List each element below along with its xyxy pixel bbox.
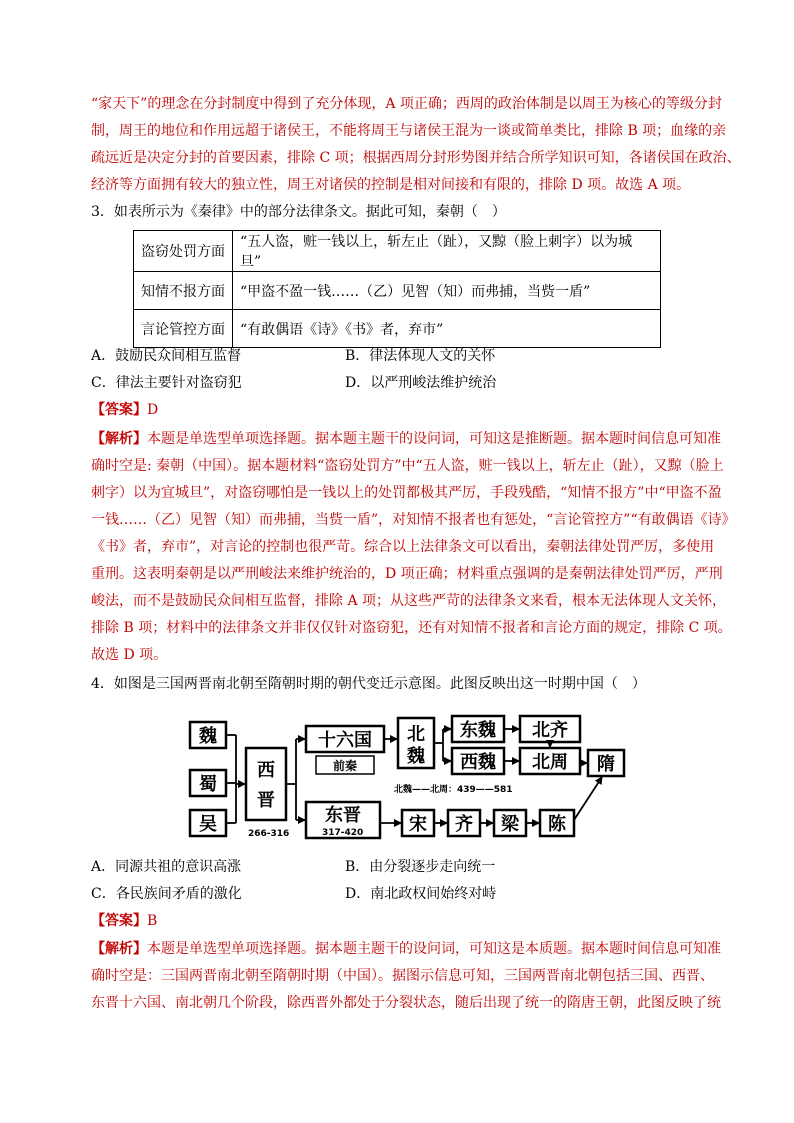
analysis-line: 峻法，而不是鼓励民众间相互监督，排除 A 项；从这些严苛的法律条文来看，根本无法体现人文关怀， — [91, 593, 727, 609]
analysis-line: 【解析】本题是单选型单项选择题。据本题主题干的设问词，可知这是本质题。据本题时间信息可知准 — [91, 941, 721, 957]
label-beichao-note: 北魏——北周：439——581 — [394, 785, 513, 795]
analysis-line: 《书》者，弃市”，对言论的控制也很严苛。综合以上法律条文可以看出，秦朝法律处罚严厉，多使用 — [91, 539, 715, 555]
label-xiwei: 西魏 — [460, 752, 496, 773]
label-qianqin: 前秦 — [333, 759, 358, 773]
label-shiliuguo: 十六国 — [318, 730, 372, 751]
label-chen: 陈 — [548, 814, 566, 835]
table-row — [134, 272, 661, 310]
label-liang: 梁 — [501, 814, 519, 835]
answer-line — [91, 401, 158, 419]
label-qi: 齐 — [455, 814, 473, 835]
label-sui: 隋 — [597, 754, 615, 775]
table-cell-text: “五人盗，赃一钱以上，斩左止（趾），又黥（脸上刺字）以为城旦” — [233, 231, 661, 272]
analysis-line: 确时空是: 秦朝（中国）。据本题材料“盗窃处罚方”中“五人盗，赃一钱以上，斩左止（趾），又黥（脸上 — [91, 458, 724, 474]
answer-line — [91, 912, 157, 930]
answer-value: B — [147, 913, 158, 929]
table-cell-category: 盗窃处罚方面 — [134, 231, 233, 272]
label-xijin-2: 晋 — [257, 790, 275, 811]
analysis-label: 【解析】 — [91, 431, 147, 447]
label-song: 宋 — [409, 814, 427, 835]
table-row — [134, 310, 661, 348]
label-beiqi: 北齐 — [532, 720, 568, 741]
option-a: A．鼓励民众间相互监督 — [91, 348, 242, 364]
label-beiwei-2: 魏 — [407, 746, 425, 767]
option-d: D．以严刑峻法维护统治 — [345, 375, 497, 391]
intro-line: “家天下”的理念在分封制度中得到了充分体现，A 项正确；西周的政治体制是以周王为核心的等级分封 — [91, 96, 722, 112]
table-cell-category: 言论管控方面 — [134, 310, 233, 348]
option-c: C．各民族间矛盾的激化 — [91, 886, 242, 902]
label-shu: 蜀 — [199, 774, 217, 795]
label-dongjin-years: 317-420 — [322, 828, 364, 838]
label-wei: 魏 — [199, 726, 217, 747]
label-xijin-years: 266-316 — [248, 829, 290, 839]
analysis-label: 【解析】 — [91, 941, 147, 957]
option-b: B．律法体现人文的关怀 — [345, 348, 496, 364]
answer-label: 【答案】 — [91, 913, 147, 929]
label-dongjin: 东晋 — [325, 805, 361, 826]
option-c: C．律法主要针对盗窃犯 — [91, 375, 242, 391]
answer-label: 【答案】 — [91, 402, 147, 418]
intro-line: 经济等方面拥有较大的独立性，周王对诸侯的控制是相对间接和有限的，排除 D 项。故选 A 项。 — [91, 177, 691, 193]
table-cell-text: “甲盗不盈一钱……（乙）见智（知）而弗捕，当赀一盾” — [233, 272, 661, 310]
table-row — [134, 231, 661, 272]
analysis-line: 排除 B 项；材料中的法律条文并非仅仅针对盗窃犯，还有对知情不报者和言论方面的规定，排除 C 项。 — [91, 620, 732, 636]
option-d: D．南北政权间始终对峙 — [345, 886, 497, 902]
table-cell-category: 知情不报方面 — [134, 272, 233, 310]
option-b: B．由分裂逐步走向统一 — [345, 859, 496, 875]
analysis-line: 刺字）以为宜城旦”，对盗窃哪怕是一钱以上的处罚都极其严厉，手段残酷，“知情不报方”中“甲盗不盈 — [91, 485, 722, 501]
question-3-stem: 3．如表所示为《秦律》中的部分法律条文。据此可知，秦朝（ ） — [91, 204, 506, 220]
analysis-line: 一钱……（乙）见智（知）而弗捕，当赀一盾”，对知情不报者也有惩处，“言论管控方”“有敢偶语《诗》 — [91, 512, 736, 528]
analysis-line: 故选 D 项。 — [91, 647, 168, 663]
law-table — [133, 230, 661, 348]
table-cell-text: “有敢偶语《诗》《书》者，弃市” — [233, 310, 661, 348]
label-beiwei-1: 北 — [407, 724, 425, 745]
question-4-stem: 4．如图是三国两晋南北朝至隋朝时期的朝代变迁示意图。此图反映出这一时期中国（ ） — [91, 676, 646, 692]
label-wu: 吴 — [199, 814, 217, 835]
analysis-line: 确时空是：三国两晋南北朝至隋朝时期（中国）。据图示信息可知，三国两晋南北朝包括三国、西晋、 — [91, 968, 714, 984]
intro-line: 制，周王的地位和作用远超于诸侯王，不能将周王与诸侯王混为一谈或简单类比，排除 B 项；血缘的亲 — [91, 123, 727, 139]
label-dongwei: 东魏 — [460, 720, 496, 741]
answer-value: D — [147, 402, 159, 418]
label-xijin-1: 西 — [257, 760, 275, 781]
dynasty-diagram — [188, 712, 628, 840]
analysis-line: 【解析】本题是单选型单项选择题。据本题主题干的设问词，可知这是推断题。据本题时间信息可知准 — [91, 431, 721, 447]
analysis-line: 东晋十六国、南北朝几个阶段，除西晋外都处于分裂状态，随后出现了统一的隋唐王朝，此图反映了统 — [91, 995, 721, 1011]
intro-line: 疏远近是决定分封的首要因素，排除 C 项；根据西周分封形势图并结合所学知识可知，各诸侯国在政治、 — [91, 150, 741, 166]
analysis-line: 重刑。这表明秦朝是以严刑峻法来维护统治的，D 项正确；材料重点强调的是秦朝法律处罚严厉，严刑 — [91, 566, 723, 582]
label-beizhou: 北周 — [532, 752, 568, 773]
option-a: A．同源共祖的意识高涨 — [91, 859, 242, 875]
